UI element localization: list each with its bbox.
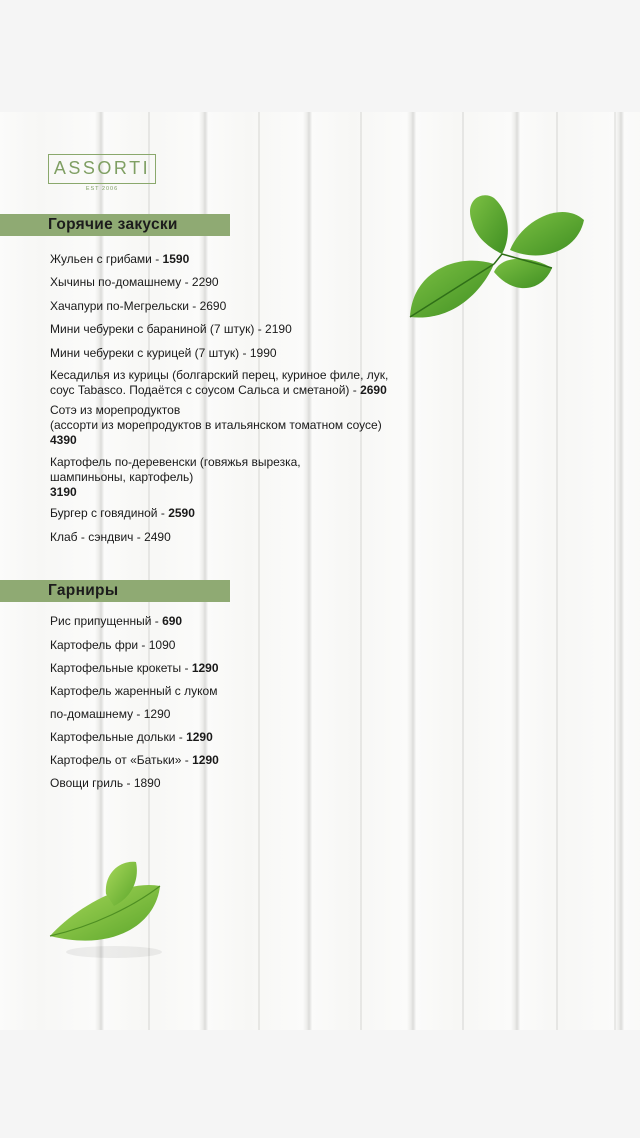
list-item: Кесадилья из курицы (болгарский перец, куриное филе, лук, соус Tabasco. Подаётся с соусом Сальса и сметаной) - 2690	[50, 368, 389, 397]
basil-leaves-top-icon	[402, 192, 592, 327]
list-item: Картофель от «Батьки» - 1290	[50, 753, 219, 767]
list-item: Хачапури по-Мегрельски - 2690	[50, 299, 227, 313]
list-item: Рис припущенный - 690	[50, 614, 183, 628]
menu-page	[0, 112, 640, 1030]
list-item: Картофель фри - 1090	[50, 638, 176, 652]
list-item: Мини чебуреки с курицей (7 штук) - 1990	[50, 346, 277, 360]
list-item: Жульен с грибами - 1590	[50, 252, 190, 266]
list-item: по-домашнему - 1290	[50, 707, 171, 721]
section-header-sides: Гарниры	[0, 580, 230, 602]
plank-seam	[614, 112, 616, 1030]
list-item: Картофель жаренный с луком	[50, 684, 218, 698]
brand-est: EST 2006	[85, 186, 119, 192]
list-item: Клаб - сэндвич - 2490	[50, 530, 171, 544]
list-item: Картофельные крокеты - 1290	[50, 661, 219, 675]
list-item: Овощи гриль - 1890	[50, 776, 161, 790]
list-item: Картофельные дольки - 1290	[50, 730, 213, 744]
list-item: Мини чебуреки с бараниной (7 штук) - 2190	[50, 322, 292, 336]
brand-name: ASSORTI	[48, 154, 156, 184]
list-item: Картофель по-деревенски (говяжья вырезка, шампиньоны, картофель) 3190	[50, 455, 301, 499]
list-item: Сотэ из морепродуктов (ассорти из морепродуктов в итальянском томатном соусе) 4390	[50, 403, 382, 447]
list-item: Хычины по-домашнему - 2290	[50, 275, 219, 289]
list-item: Бургер с говядиной - 2590	[50, 506, 195, 520]
plank-seam	[258, 112, 260, 1030]
brand-logo	[48, 154, 156, 194]
section-header-hot-starters: Горячие закуски	[0, 214, 230, 236]
plank-seam	[360, 112, 362, 1030]
basil-leaf-bottom-icon	[44, 854, 174, 964]
